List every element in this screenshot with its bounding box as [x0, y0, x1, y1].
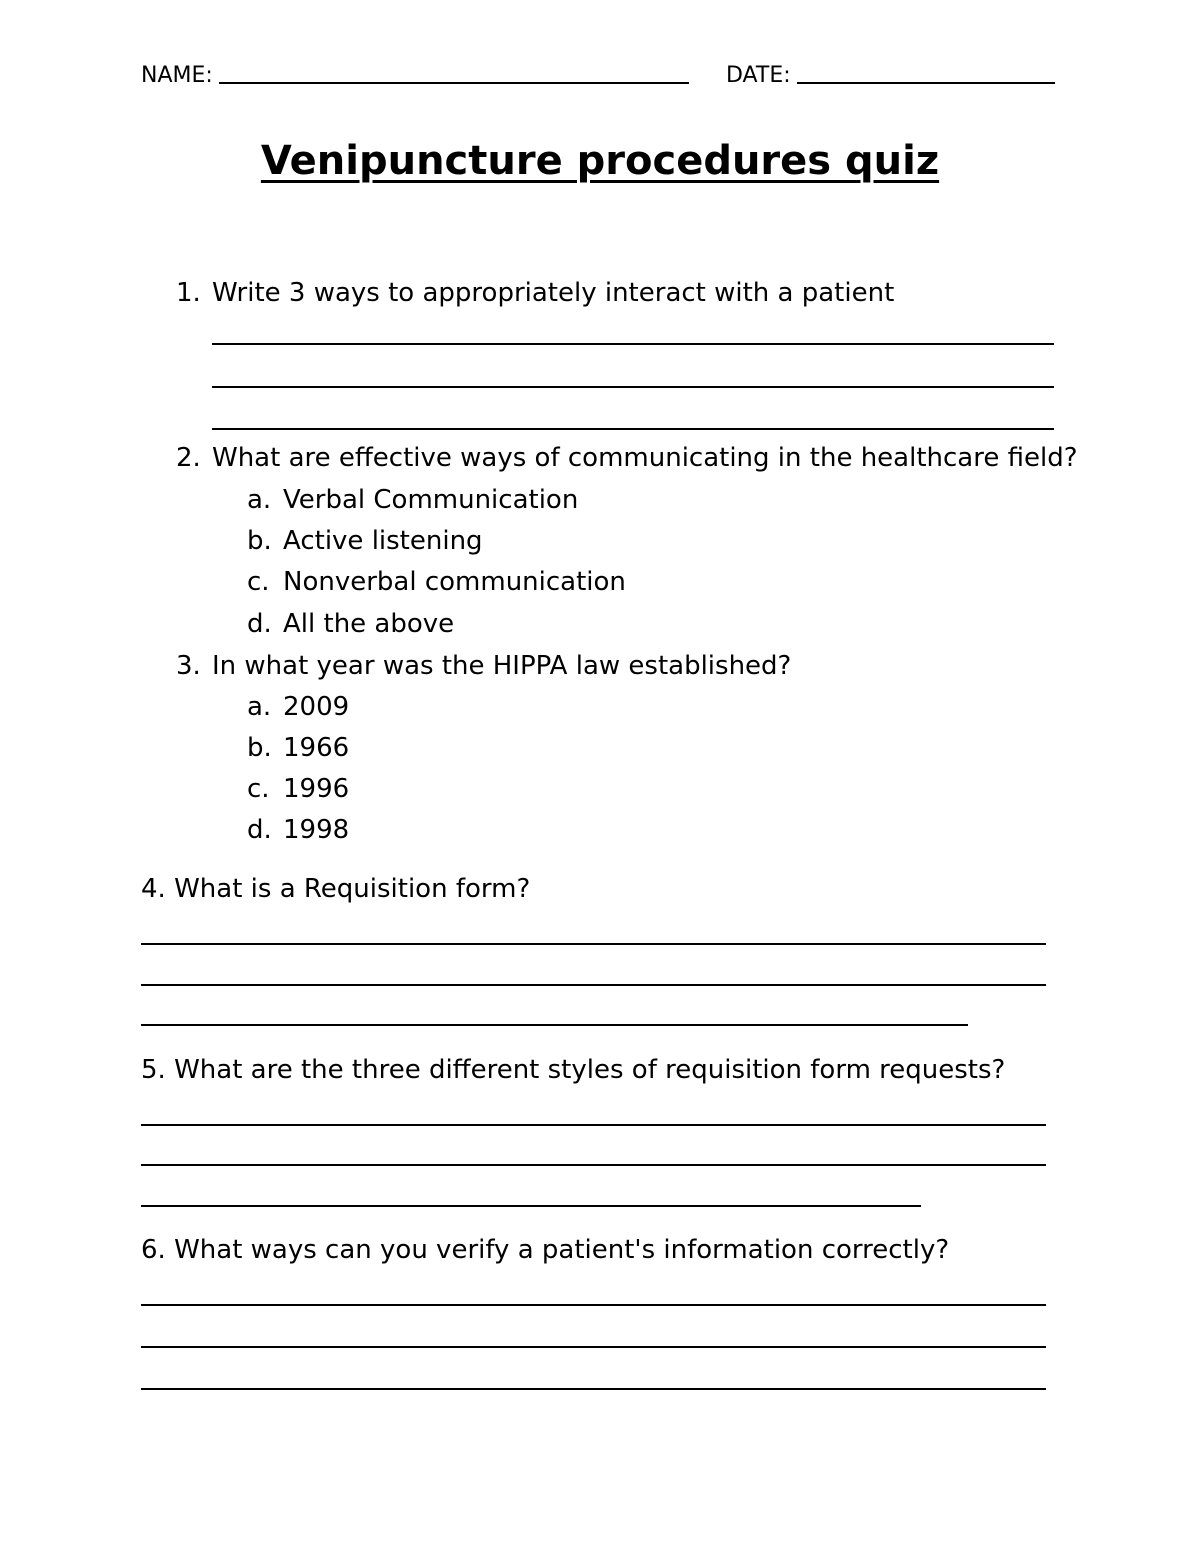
question-text: What is a Requisition form? [174, 874, 531, 904]
answer-line[interactable] [212, 428, 1054, 430]
name-blank[interactable] [219, 62, 689, 84]
option-text: 1998 [283, 815, 350, 845]
question-text: Write 3 ways to appropriately interact with a patient [212, 278, 895, 308]
option-3b[interactable] [247, 733, 349, 763]
option-3c[interactable] [247, 774, 349, 804]
option-text: Nonverbal communication [283, 567, 626, 597]
option-letter: d. [247, 815, 272, 845]
answer-line[interactable] [141, 1024, 968, 1026]
answer-line[interactable] [141, 984, 1046, 986]
option-2d[interactable] [247, 609, 454, 639]
answer-line[interactable] [141, 1124, 1046, 1126]
question-3 [176, 651, 791, 681]
option-2b[interactable] [247, 526, 483, 556]
answer-line[interactable] [141, 1205, 921, 1207]
date-blank[interactable] [797, 62, 1055, 84]
question-number: 5. [141, 1055, 166, 1085]
question-text: What ways can you verify a patient's information correctly? [174, 1235, 950, 1265]
answer-line[interactable] [141, 1304, 1046, 1306]
page-title: Venipuncture procedures quiz [260, 138, 940, 184]
option-letter: c. [247, 774, 270, 804]
question-number: 6. [141, 1235, 166, 1265]
option-letter: d. [247, 609, 272, 639]
option-2a[interactable] [247, 485, 578, 515]
option-letter: a. [247, 692, 272, 722]
question-text: What are effective ways of communicating in the healthcare field? [212, 443, 1078, 473]
answer-line[interactable] [141, 1164, 1046, 1166]
option-letter: a. [247, 485, 272, 515]
option-2c[interactable] [247, 567, 626, 597]
date-field[interactable] [726, 62, 1055, 88]
option-letter: b. [247, 526, 272, 556]
option-text: All the above [283, 609, 455, 639]
question-5 [141, 1055, 1005, 1085]
name-label: NAME: [141, 63, 213, 88]
question-1 [176, 278, 894, 308]
option-text: 2009 [283, 692, 350, 722]
question-6 [141, 1235, 949, 1265]
date-label: DATE: [726, 63, 791, 88]
option-letter: c. [247, 567, 270, 597]
option-3d[interactable] [247, 815, 349, 845]
option-letter: b. [247, 733, 272, 763]
option-text: Verbal Communication [283, 485, 579, 515]
answer-line[interactable] [141, 1346, 1046, 1348]
option-3a[interactable] [247, 692, 349, 722]
answer-line[interactable] [212, 343, 1054, 345]
answer-line[interactable] [141, 1388, 1046, 1390]
question-text: In what year was the HIPPA law established? [212, 651, 792, 681]
question-number: 3. [176, 651, 201, 681]
question-number: 2. [176, 443, 201, 473]
option-text: Active listening [283, 526, 483, 556]
question-number: 1. [176, 278, 201, 308]
option-text: 1996 [283, 774, 350, 804]
answer-line[interactable] [212, 386, 1054, 388]
question-text: What are the three different styles of requisition form requests? [174, 1055, 1006, 1085]
option-text: 1966 [283, 733, 350, 763]
name-field[interactable] [141, 62, 689, 88]
question-number: 4. [141, 874, 166, 904]
answer-line[interactable] [141, 943, 1046, 945]
question-2 [176, 443, 1078, 473]
question-4 [141, 874, 530, 904]
